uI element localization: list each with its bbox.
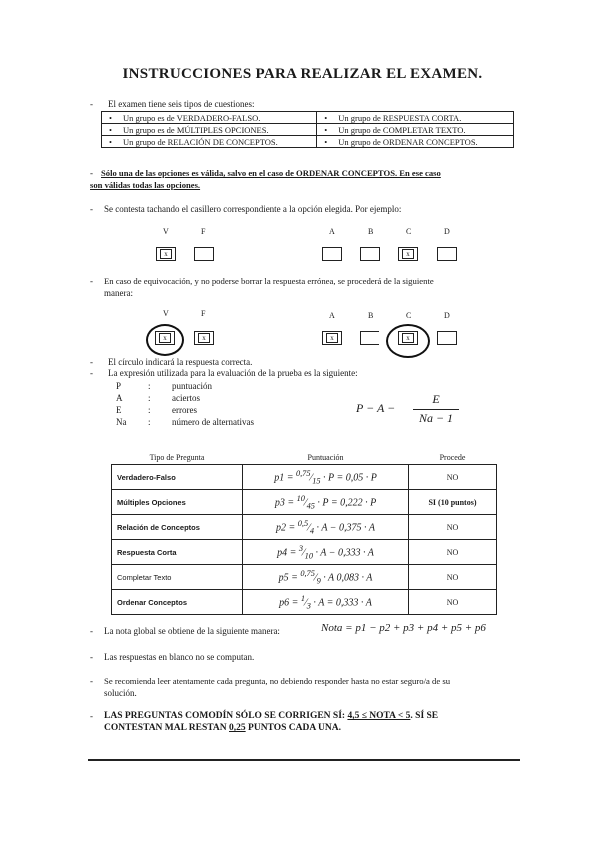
bullet: • [102, 112, 120, 124]
row-formula: $p4 = ^3⁄_{10} \cdot A - 0,333 \cdot A$ [243, 540, 409, 565]
question-type: Un grupo de RELACIÓN DE CONCEPTOS. [119, 136, 317, 148]
expression-intro: La expresión utilizada para la evaluación de la prueba es la siguiente: [108, 368, 358, 378]
legend-desc: número de alternativas [172, 417, 254, 427]
main-formula-den: Na − 1 [418, 411, 454, 425]
legend-desc: puntuación [172, 381, 212, 391]
checkbox-f[interactable] [194, 247, 214, 261]
legend-sep: : [148, 381, 151, 391]
comodin-line-1 [104, 711, 438, 722]
table-header-row [112, 450, 497, 465]
header-proc: Procede [409, 450, 497, 465]
question-type: Un grupo de ORDENAR CONCEPTOS. [334, 136, 513, 148]
legend-sep: : [148, 393, 151, 403]
row-formula: $p5 = ^{0,75}⁄_9 \cdot A$ 0,083 · A [243, 565, 409, 590]
dash-marker: - [90, 711, 93, 721]
row-proc: NO [409, 465, 497, 490]
rule-line-1: Sólo una de las opciones es válida, salvo en el caso de ORDENAR CONCEPTOS. En ese caso [101, 168, 441, 178]
question-type: Un grupo es de VERDADERO-FALSO. [119, 112, 317, 124]
row-proc: NO [409, 515, 497, 540]
letter-d: D [444, 227, 450, 236]
formula-den: 9 [316, 576, 321, 586]
x-mark: x [402, 249, 414, 259]
read-line-1: Se recomienda leer atentamente cada pregunta, no debiendo responder hasta no estar seguro/a de su [104, 676, 451, 686]
letter-b: B [368, 227, 374, 236]
formula-rhs: · P = 0,222 · P [314, 497, 377, 509]
formula-rhs: · A 0,083 · A [320, 572, 373, 584]
comodin-condition: 4,5 ≤ NOTA < 5 [347, 711, 411, 721]
question-type: Un grupo es de MÚLTIPLES OPCIONES. [119, 124, 317, 136]
formula-rhs: · A − 0,333 · A [312, 547, 374, 559]
formula-num: 1 [300, 593, 306, 603]
table-row [112, 515, 497, 540]
legend-symbol: E [116, 405, 122, 415]
checkbox-c[interactable] [398, 247, 418, 261]
row-formula: $p1 = ^{0,75}⁄_{15} \cdot P = 0,05 \cdot P$ [243, 465, 409, 490]
legend-symbol: P [116, 381, 122, 391]
dash-marker: - [90, 168, 93, 178]
formula-rhs: · A = 0,333 · A [310, 597, 372, 609]
formula-num: 3 [298, 543, 303, 553]
formula-den: 10 [304, 551, 313, 561]
read-line-2: solución. [104, 688, 137, 698]
letter-f: F [201, 227, 206, 236]
formula-rhs: · P = 0,05 · P [320, 472, 377, 484]
dash-marker: - [90, 626, 93, 636]
checkbox-f[interactable] [194, 331, 214, 345]
checkbox-d[interactable] [437, 331, 457, 345]
table-row [112, 465, 497, 490]
row-type: Ordenar Conceptos [112, 590, 243, 615]
answer-instruction: Se contesta tachando el casillero correspondiente a la opción elegida. Por ejemplo: [104, 204, 402, 214]
question-types-table [101, 111, 514, 148]
checkbox-v[interactable] [156, 247, 176, 261]
formula-den: 4 [309, 526, 315, 536]
row-type: Completar Texto [112, 565, 243, 590]
score-table [111, 450, 497, 615]
legend-symbol: A [116, 393, 123, 403]
dash-marker: - [90, 676, 93, 686]
formula-lhs: p6 = [279, 597, 301, 609]
letter-f: F [201, 309, 206, 318]
comodin-text: . SÍ SE [410, 711, 439, 721]
checkbox-v[interactable] [155, 331, 175, 345]
letter-d: D [444, 311, 450, 320]
checkbox-d[interactable] [437, 247, 457, 261]
formula-num: 0,75 [300, 568, 315, 578]
row-proc: NO [409, 565, 497, 590]
letter-v: V [163, 227, 169, 236]
global-note: La nota global se obtiene de la siguiente manera: [104, 626, 280, 636]
letter-c: C [406, 227, 412, 236]
header-score: Puntuación [243, 450, 409, 465]
dash-marker: - [90, 276, 93, 286]
legend-symbol: Na [116, 417, 127, 427]
letter-c: C [406, 311, 412, 320]
checkbox-a[interactable] [322, 247, 342, 261]
fraction-bar [413, 409, 459, 410]
x-mark: x [160, 249, 172, 259]
x-mark: x [326, 333, 338, 343]
bullet: • [317, 124, 335, 136]
bullet: • [102, 136, 120, 148]
formula-lhs: p1 = [274, 472, 296, 484]
bottom-divider [88, 759, 520, 761]
comodin-text: LAS PREGUNTAS COMODÍN SÓLO SE CORRIGEN SÍ: [104, 711, 346, 721]
letter-b: B [368, 311, 374, 320]
legend-desc: errores [172, 405, 197, 415]
global-formula: Nota = p1 − p2 + p3 + p4 + p5 + p6 [321, 622, 486, 634]
row-type: Relación de Conceptos [112, 515, 243, 540]
page-title: INSTRUCCIONES PARA REALIZAR EL EXAMEN. [122, 66, 483, 82]
x-mark: x [198, 333, 210, 343]
letter-a: A [329, 227, 335, 236]
row-type: Respuesta Corta [112, 540, 243, 565]
table-row [112, 490, 497, 515]
formula-lhs: p2 = [276, 522, 298, 534]
main-formula-lhs: P − A − [356, 401, 396, 415]
row-formula: $p3 = ^{10}⁄_{45} \cdot P = 0,222 \cdot P$ [243, 490, 409, 515]
circle-note: El círculo indicará la respuesta correcta. [108, 357, 253, 367]
formula-den: 45 [306, 501, 315, 511]
row-type: Múltiples Opciones [112, 490, 243, 515]
dash-marker: - [90, 368, 93, 378]
table-row [102, 112, 514, 124]
row-proc: NO [409, 590, 497, 615]
table-row [102, 136, 514, 148]
comodin-text: PUNTOS CADA UNA. [248, 723, 342, 733]
dash-marker: - [90, 204, 93, 214]
error-line-1: En caso de equivocación, y no poderse borrar la respuesta errónea, se procederá de la siguiente [104, 276, 434, 286]
legend-sep: : [148, 405, 151, 415]
checkbox-a[interactable] [322, 331, 342, 345]
formula-rhs: · A − 0,375 · A [314, 522, 375, 534]
bullet: • [317, 112, 335, 124]
formula-den: 3 [306, 601, 311, 611]
row-formula: $p6 = ^1⁄_3 \cdot A = 0,333 \cdot A$ [243, 590, 409, 615]
rule-line-2: son válidas todas las opciones. [90, 180, 201, 190]
x-mark: x [402, 333, 414, 343]
error-line-2: manera: [104, 288, 133, 298]
formula-lhs: p3 = [274, 497, 297, 509]
formula-lhs: p5 = [278, 572, 301, 584]
formula-num: 0,5 [297, 518, 309, 528]
formula-lhs: p4 = [277, 547, 299, 559]
checkbox-c[interactable] [398, 331, 418, 345]
intro-text: El examen tiene seis tipos de cuestiones: [108, 99, 255, 109]
bullet: • [102, 124, 120, 136]
table-row [112, 540, 497, 565]
table-row [102, 124, 514, 136]
question-type: Un grupo de COMPLETAR TEXTO. [334, 124, 513, 136]
blank-note: Las respuestas en blanco no se computan. [104, 652, 255, 662]
x-mark: x [159, 333, 171, 343]
row-formula: $p2 = ^{0,5}⁄_4 \cdot A - 0,375 \cdot A$ [243, 515, 409, 540]
table-row [112, 590, 497, 615]
row-proc: SI (10 puntos) [409, 490, 497, 515]
comodin-points: 0,25 [229, 723, 246, 733]
comodin-text: CONTESTAN MAL RESTAN [104, 723, 227, 733]
row-type: Verdadero-Falso [112, 465, 243, 490]
bullet: • [317, 136, 335, 148]
formula-num: 10 [296, 493, 305, 503]
comodin-line-2 [104, 723, 341, 734]
dash-marker: - [90, 99, 93, 109]
legend-desc: aciertos [172, 393, 200, 403]
checkbox-b[interactable] [360, 331, 379, 345]
row-proc: NO [409, 540, 497, 565]
main-formula-num: E [432, 392, 440, 406]
question-type: Un grupo de RESPUESTA CORTA. [334, 112, 513, 124]
formula-den: 15 [312, 476, 321, 486]
dash-marker: - [90, 652, 93, 662]
letter-v: V [163, 309, 169, 318]
letter-a: A [329, 311, 335, 320]
dash-marker: - [90, 357, 93, 367]
legend-sep: : [148, 417, 151, 427]
formula-num: 0,75 [295, 468, 311, 478]
table-row [112, 565, 497, 590]
checkbox-b[interactable] [360, 247, 380, 261]
header-type: Tipo de Pregunta [112, 450, 243, 465]
